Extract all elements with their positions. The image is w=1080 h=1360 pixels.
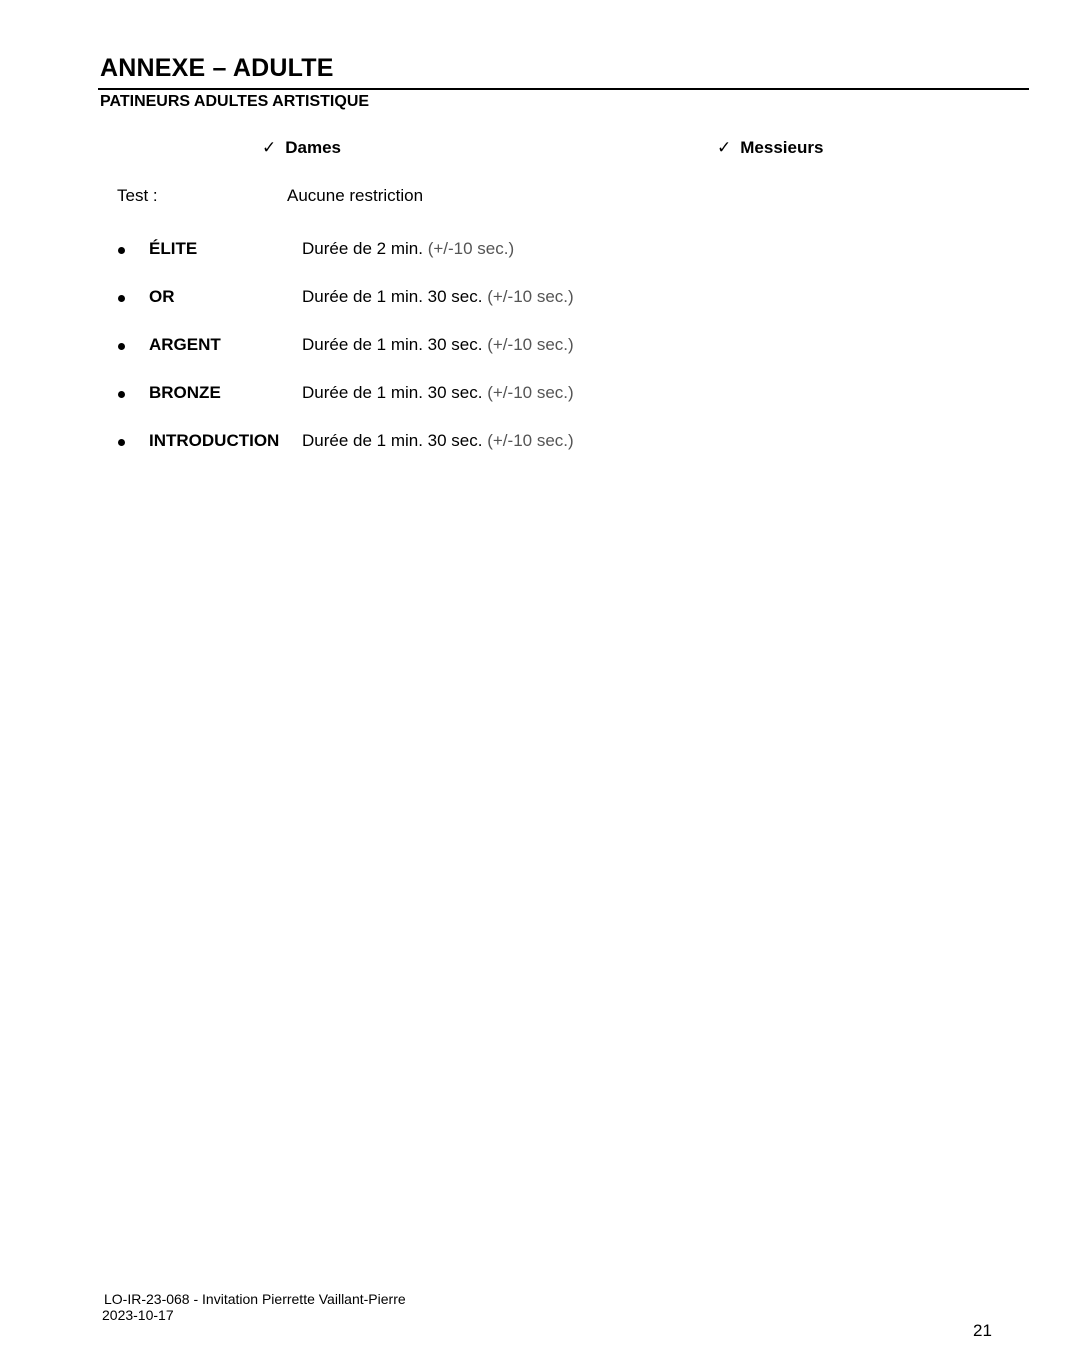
list-item	[0, 287, 1080, 311]
test-label: Test :	[117, 186, 158, 205]
category-label: Dames	[285, 138, 342, 157]
page-title: ANNEXE – ADULTE	[100, 54, 334, 82]
level-duration: Durée de 1 min. 30 sec. (+/-10 sec.)	[302, 335, 574, 354]
level-duration: Durée de 1 min. 30 sec. (+/-10 sec.)	[302, 383, 574, 402]
footer-reference: LO-IR-23-068 - Invitation Pierrette Vaillant-Pierre	[104, 1291, 406, 1307]
checkmark-icon: ✓	[717, 138, 732, 158]
page-number: 21	[973, 1321, 992, 1340]
level-name: INTRODUCTION	[149, 431, 280, 450]
level-name: ARGENT	[149, 335, 221, 354]
bullet-icon	[118, 391, 125, 398]
level-duration: Durée de 2 min. (+/-10 sec.)	[302, 239, 515, 258]
list-item	[0, 383, 1080, 407]
level-name: ÉLITE	[149, 239, 198, 258]
category-messieurs	[717, 138, 823, 158]
list-item	[0, 335, 1080, 359]
level-duration: Durée de 1 min. 30 sec. (+/-10 sec.)	[302, 431, 574, 450]
bullet-icon	[118, 343, 125, 350]
bullet-icon	[118, 247, 125, 254]
footer-date: 2023-10-17	[102, 1307, 174, 1323]
list-item	[0, 239, 1080, 263]
checkmark-icon: ✓	[262, 138, 277, 158]
category-dames	[262, 138, 341, 158]
level-name: BRONZE	[149, 383, 221, 402]
category-label: Messieurs	[740, 138, 824, 157]
test-value: Aucune restriction	[287, 186, 424, 205]
bullet-icon	[118, 295, 125, 302]
level-name: OR	[149, 287, 175, 306]
level-duration: Durée de 1 min. 30 sec. (+/-10 sec.)	[302, 287, 574, 306]
title-divider	[98, 88, 1029, 90]
bullet-icon	[118, 439, 125, 446]
section-subtitle: PATINEURS ADULTES ARTISTIQUE	[100, 93, 370, 110]
list-item	[0, 431, 1080, 455]
